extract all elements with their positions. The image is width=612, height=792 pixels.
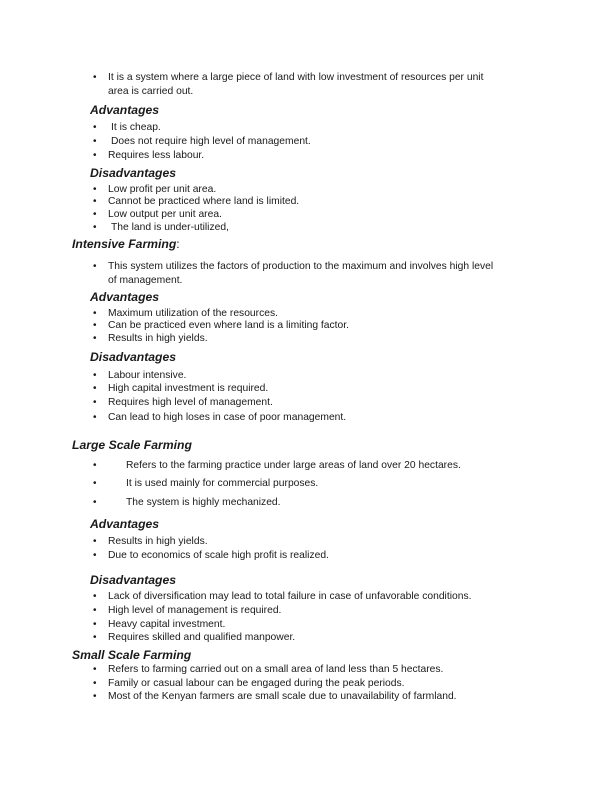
bullet-icon: •	[93, 412, 97, 423]
bullet-icon: •	[93, 691, 97, 702]
list-item: Does not require high level of management.	[111, 136, 311, 147]
bullet-icon: •	[93, 122, 97, 133]
section-heading: Large Scale Farming	[72, 438, 192, 452]
bullet-icon: •	[93, 333, 97, 344]
list-item: Requires skilled and qualified manpower.	[108, 632, 296, 643]
subheading: Advantages	[90, 290, 160, 304]
list-item: The system is highly mechanized.	[126, 497, 281, 508]
bullet-icon: •	[93, 605, 97, 616]
list-item: Low output per unit area.	[108, 209, 222, 220]
list-item: Most of the Kenyan farmers are small scale due to unavailability of farmland.	[108, 691, 457, 702]
list-item: The land is under-utilized,	[111, 222, 229, 233]
list-item: Results in high yields.	[108, 536, 208, 547]
list-item: Family or casual labour can be engaged during the peak periods.	[108, 678, 405, 689]
section-heading	[72, 237, 180, 252]
list-item: Can be practiced even where land is a limiting factor.	[108, 320, 349, 331]
bullet-icon: •	[93, 550, 97, 561]
list-item: It is cheap.	[111, 122, 161, 133]
bullet-icon: •	[93, 209, 97, 220]
bullet-icon: •	[93, 478, 97, 489]
list-item-continuation: of management.	[108, 275, 183, 286]
list-item-continuation: area is carried out.	[108, 86, 194, 97]
list-item: Refers to the farming practice under large areas of land over 20 hectares.	[126, 460, 461, 471]
list-item: Lack of diversification may lead to total failure in case of unfavorable conditions.	[108, 591, 472, 602]
list-item: Cannot be practiced where land is limited.	[108, 196, 300, 207]
subheading: Disadvantages	[90, 350, 177, 364]
bullet-icon: •	[93, 261, 97, 272]
bullet-icon: •	[93, 150, 97, 161]
bullet-icon: •	[93, 678, 97, 689]
list-item: High level of management is required.	[108, 605, 282, 616]
bullet-icon: •	[93, 397, 97, 408]
bullet-icon: •	[93, 136, 97, 147]
bullet-icon: •	[93, 370, 97, 381]
bullet-icon: •	[93, 222, 97, 233]
bullet-icon: •	[93, 497, 97, 508]
section-title: Intensive Farming	[72, 237, 177, 251]
list-item: High capital investment is required.	[108, 383, 269, 394]
bullet-icon: •	[93, 383, 97, 394]
bullet-icon: •	[93, 184, 97, 195]
section-heading: Small Scale Farming	[72, 648, 192, 662]
list-item: Results in high yields.	[108, 333, 208, 344]
list-item: Labour intensive.	[108, 370, 187, 381]
list-item: Heavy capital investment.	[108, 619, 226, 630]
list-item: Refers to farming carried out on a small area of land less than 5 hectares.	[108, 664, 444, 675]
bullet-icon: •	[93, 619, 97, 630]
list-item: Low profit per unit area.	[108, 184, 217, 195]
title-colon: :	[176, 237, 180, 251]
list-item: Requires high level of management.	[108, 397, 273, 408]
bullet-icon: •	[93, 320, 97, 331]
list-item: Due to economics of scale high profit is realized.	[108, 550, 329, 561]
subheading: Disadvantages	[90, 573, 177, 587]
list-item: It is used mainly for commercial purposes.	[126, 478, 319, 489]
subheading: Advantages	[90, 517, 160, 531]
bullet-icon: •	[93, 536, 97, 547]
subheading: Disadvantages	[90, 166, 177, 180]
list-item: Can lead to high loses in case of poor management.	[108, 412, 347, 423]
subheading: Advantages	[90, 103, 160, 117]
bullet-icon: •	[93, 591, 97, 602]
bullet-icon: •	[93, 72, 97, 83]
list-item: Requires less labour.	[108, 150, 205, 161]
list-item: This system utilizes the factors of production to the maximum and involves high level	[108, 261, 494, 272]
bullet-icon: •	[93, 664, 97, 675]
bullet-icon: •	[93, 632, 97, 643]
bullet-icon: •	[93, 308, 97, 319]
list-item: Maximum utilization of the resources.	[108, 308, 278, 319]
bullet-icon: •	[93, 196, 97, 207]
bullet-icon: •	[93, 460, 97, 471]
list-item: It is a system where a large piece of land with low investment of resources per unit	[108, 72, 484, 83]
